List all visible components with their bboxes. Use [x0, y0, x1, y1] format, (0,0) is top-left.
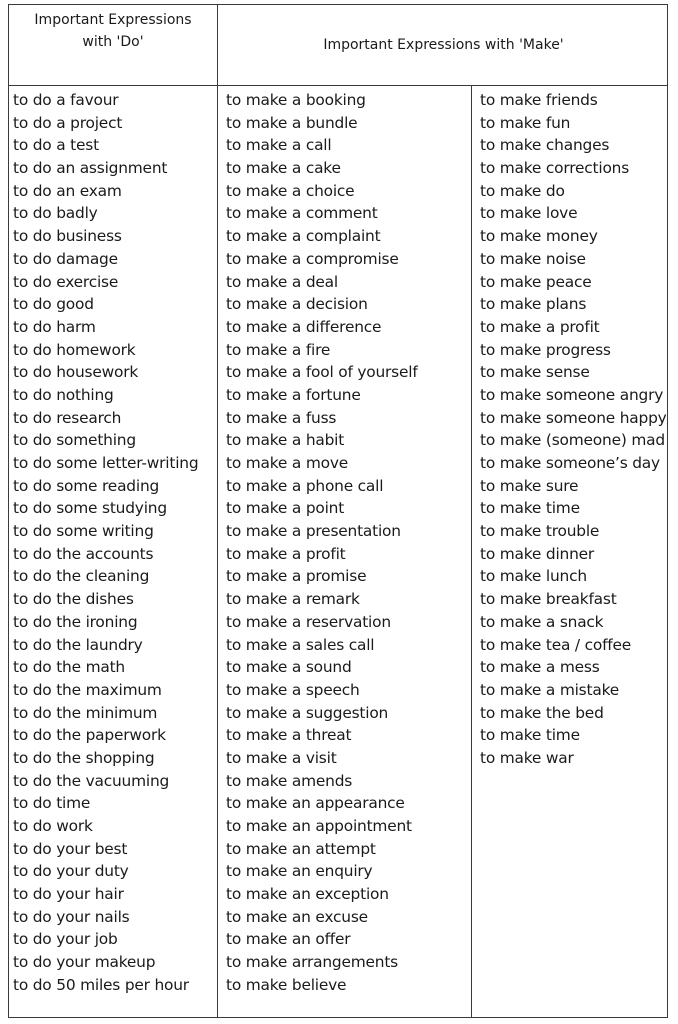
list-item: to do exercise [13, 272, 119, 291]
list-item: to make believe [226, 975, 347, 994]
list-item: to do your nails [13, 907, 130, 926]
list-item: to make a deal [226, 272, 338, 291]
list-item: to do damage [13, 249, 118, 268]
list-item: to make a profit [480, 317, 600, 336]
list-item: to do the accounts [13, 544, 154, 563]
list-item: to make someone’s day [480, 454, 660, 472]
list-item: to do a test [13, 136, 99, 155]
list-item: to make do [480, 181, 565, 200]
list-item: to make an attempt [226, 839, 376, 858]
table-header-row [9, 5, 667, 86]
list-item: to make money [480, 227, 598, 246]
list-item: to make sure [480, 476, 579, 495]
list-item: to do 50 miles per hour [13, 975, 189, 994]
list-item: to do your job [13, 930, 118, 949]
list-item: to make an exception [226, 885, 389, 904]
list-item: to make arrangements [226, 953, 398, 972]
list-item: to do an exam [13, 181, 122, 200]
list-item: to make (someone) mad [480, 431, 665, 450]
list-item: to make a complaint [226, 227, 381, 246]
list-item: to make a sales call [226, 635, 375, 654]
list-item: to do some studying [13, 499, 167, 518]
list-item: to make peace [480, 272, 592, 291]
list-item: to make a mess [480, 658, 600, 677]
list-item: to make an appearance [226, 794, 405, 813]
make-expressions-list-1 [226, 89, 471, 997]
list-item: to do some writing [13, 522, 154, 541]
list-item: to make changes [480, 136, 610, 155]
list-item: to do the math [13, 658, 125, 677]
list-item: to make a presentation [226, 522, 401, 541]
list-item: to make a move [226, 454, 349, 472]
list-item: to do the shopping [13, 748, 155, 767]
list-item: to do good [13, 295, 94, 314]
list-item: to make fun [480, 113, 571, 132]
list-item: to make a speech [226, 680, 360, 699]
list-item: to do the vacuuming [13, 771, 170, 790]
list-item: to do the maximum [13, 680, 162, 699]
list-item: to make corrections [480, 159, 630, 178]
list-item: to make a fool of yourself [226, 363, 418, 382]
list-item: to do something [13, 431, 136, 450]
list-item: to make a snack [480, 612, 604, 631]
list-item: to make friends [480, 91, 598, 109]
list-item: to make time [480, 726, 580, 745]
list-item: to make a call [226, 136, 332, 155]
list-item: to make sense [480, 363, 590, 382]
list-item: to make the bed [480, 703, 604, 722]
list-item: to do harm [13, 317, 96, 336]
list-item: to do the paperwork [13, 726, 166, 745]
list-item: to do homework [13, 340, 136, 359]
expressions-table [8, 4, 668, 1018]
list-item: to do the ironing [13, 612, 138, 631]
list-item: to do the dishes [13, 590, 134, 609]
list-item: to make a booking [226, 91, 366, 109]
list-item: to make an appointment [226, 817, 412, 835]
list-item: to do time [13, 794, 91, 813]
list-item: to make a point [226, 499, 345, 518]
list-item: to do your hair [13, 885, 124, 904]
list-item: to make a fortune [226, 385, 361, 404]
header-cell-do [9, 5, 218, 85]
list-item: to make an offer [226, 930, 351, 949]
list-item: to make breakfast [480, 590, 617, 609]
list-item: to make love [480, 204, 578, 223]
list-item: to do a project [13, 113, 123, 132]
column-make-expressions-1 [218, 85, 472, 1017]
list-item: to make a bundle [226, 113, 358, 132]
list-item: to make progress [480, 340, 611, 359]
list-item: to do an assignment [13, 159, 168, 178]
list-item: to make a mistake [480, 680, 620, 699]
list-item: to make dinner [480, 544, 595, 563]
list-item: to make time [480, 499, 580, 518]
list-item: to make a sound [226, 658, 352, 677]
list-item: to do work [13, 817, 93, 835]
list-item: to do nothing [13, 385, 114, 404]
list-item: to make tea / coffee [480, 635, 632, 654]
list-item: to make a fuss [226, 408, 337, 427]
header-make-label: Important Expressions with 'Make' [323, 37, 564, 53]
list-item: to make a visit [226, 748, 337, 767]
list-item: to do housework [13, 363, 139, 382]
list-item: to make trouble [480, 522, 600, 541]
list-item: to make plans [480, 295, 587, 314]
list-item: to make a remark [226, 590, 360, 609]
list-item: to make a comment [226, 204, 378, 223]
list-item: to make a phone call [226, 476, 384, 495]
list-item: to make an enquiry [226, 862, 373, 881]
list-item: to make an excuse [226, 907, 368, 926]
list-item: to make war [480, 748, 574, 767]
list-item: to make a decision [226, 295, 368, 314]
list-item: to make amends [226, 771, 353, 790]
list-item: to make someone angry [480, 385, 664, 404]
list-item: to do badly [13, 204, 98, 223]
list-item: to do the minimum [13, 703, 158, 722]
list-item: to make a promise [226, 567, 367, 586]
list-item: to make someone happy [480, 408, 667, 427]
list-item: to do your makeup [13, 953, 156, 972]
list-item: to do some letter-writing [13, 454, 199, 472]
list-item: to do the cleaning [13, 567, 150, 586]
list-item: to do some reading [13, 476, 160, 495]
list-item: to make a profit [226, 544, 346, 563]
column-make-expressions-2 [472, 85, 669, 1017]
list-item: to make a fire [226, 340, 331, 359]
list-item: to do your duty [13, 862, 129, 881]
list-item: to make lunch [480, 567, 587, 586]
list-item: to make noise [480, 249, 586, 268]
header-cell-make [218, 5, 669, 85]
column-do-expressions [9, 85, 218, 1017]
list-item: to make a cake [226, 159, 341, 178]
list-item: to do research [13, 408, 122, 427]
list-item: to make a habit [226, 431, 345, 450]
list-item: to make a reservation [226, 612, 391, 631]
make-expressions-list-2 [480, 89, 669, 770]
list-item: to do business [13, 227, 122, 246]
list-item: to make a difference [226, 317, 382, 336]
list-item: to do your best [13, 839, 128, 858]
list-item: to do the laundry [13, 635, 143, 654]
list-item: to make a threat [226, 726, 352, 745]
list-item: to make a suggestion [226, 703, 389, 722]
list-item: to make a compromise [226, 249, 399, 268]
list-item: to do a favour [13, 91, 119, 109]
list-item: to make a choice [226, 181, 355, 200]
do-expressions-list [13, 89, 217, 997]
header-do-label: Important Expressions with 'Do' [34, 12, 192, 50]
